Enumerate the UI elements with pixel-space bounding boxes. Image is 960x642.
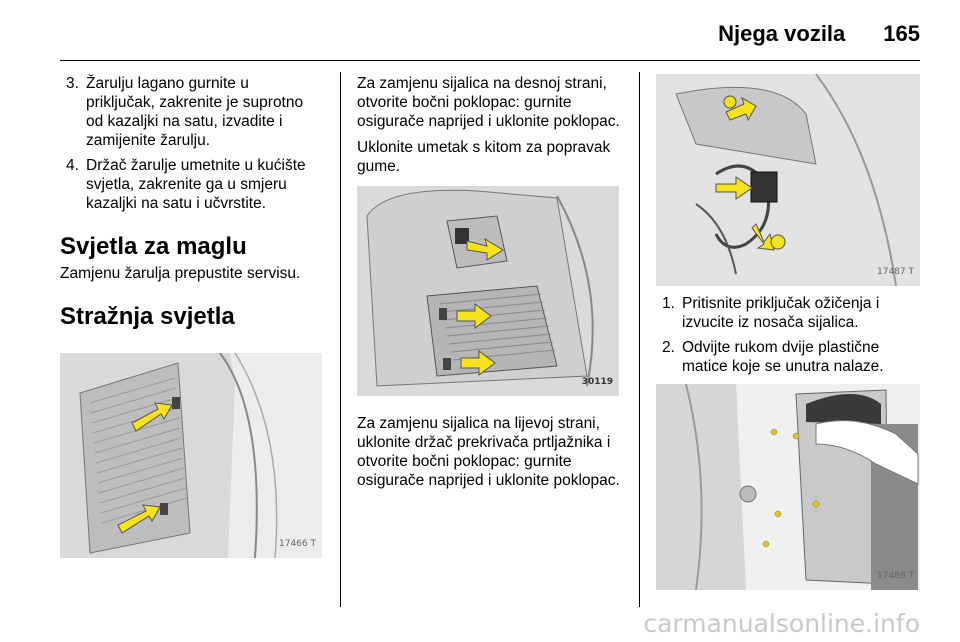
watermark: carmanualsonline.info	[643, 609, 920, 638]
list-item	[656, 294, 920, 332]
column-3	[656, 74, 920, 590]
repair-kit-instructions: Uklonite umetak s kitom za popravak gume.	[357, 139, 611, 175]
list-item	[60, 156, 322, 213]
step-number: 2.	[662, 339, 675, 356]
figure-rear-light-panel	[60, 353, 322, 558]
list-item	[60, 74, 322, 150]
section-heading-rear-lights: Stražnja svjetla	[60, 303, 235, 330]
step-number: 4.	[66, 157, 79, 174]
section-heading-fog-lights: Svjetla za maglu	[60, 233, 247, 260]
right-side-instructions: Za zamjenu sijalica na desnoj strani, otvorite bočni poklopac: gurnite osigurače naprijed i uklonite poklopac.	[357, 75, 620, 130]
figure-code: 30119	[581, 377, 613, 387]
page-title: Njega vozila	[718, 21, 846, 46]
figure-wiring-connector	[656, 74, 920, 286]
figure-trunk-side-cover	[357, 186, 619, 396]
column-2	[357, 74, 623, 497]
step-list	[656, 294, 920, 376]
header-rule	[60, 60, 920, 61]
figure-code: 17466 T	[279, 539, 316, 549]
step-text: Držač žarulje umetnite u kućište svjetla, zakrenite ga u smjeru kazaljki na satu i učvrstite.	[86, 157, 306, 212]
list-item	[656, 338, 920, 376]
step-text: Pritisnite priključak ožičenja i izvucite iz nosača sijalica.	[682, 295, 880, 331]
column-1	[60, 74, 322, 558]
column-divider	[340, 72, 341, 607]
step-number: 1.	[662, 295, 675, 312]
page-header	[60, 14, 920, 54]
plastic-nuts-illustration	[656, 384, 920, 590]
step-text: Odvijte rukom dvije plastične matice koje se unutra nalaze.	[682, 339, 884, 375]
figure-code: 17488 T	[877, 571, 914, 581]
figure-code: 17487 T	[877, 267, 914, 277]
trunk-cover-illustration	[357, 186, 619, 396]
step-number: 3.	[66, 75, 79, 92]
rear-light-illustration	[60, 353, 322, 558]
left-side-instructions: Za zamjenu sijalica na lijevoj strani, uklonite držač prekrivača prtljažnika i otvorite bočni poklopac: gurnite osigurače naprijed i uklonite poklopac.	[357, 415, 620, 489]
step-list	[60, 74, 322, 213]
fog-lights-text: Zamjenu žarulja prepustite servisu.	[60, 265, 301, 282]
wiring-connector-illustration	[656, 74, 920, 286]
figure-plastic-nuts	[656, 384, 920, 590]
column-divider	[639, 72, 640, 607]
step-text: Žarulju lagano gurnite u priključak, zakrenite je suprotno od kazaljki na satu, izvadite i zamijenite žarulju.	[86, 75, 304, 149]
page-number: 165	[883, 21, 920, 46]
